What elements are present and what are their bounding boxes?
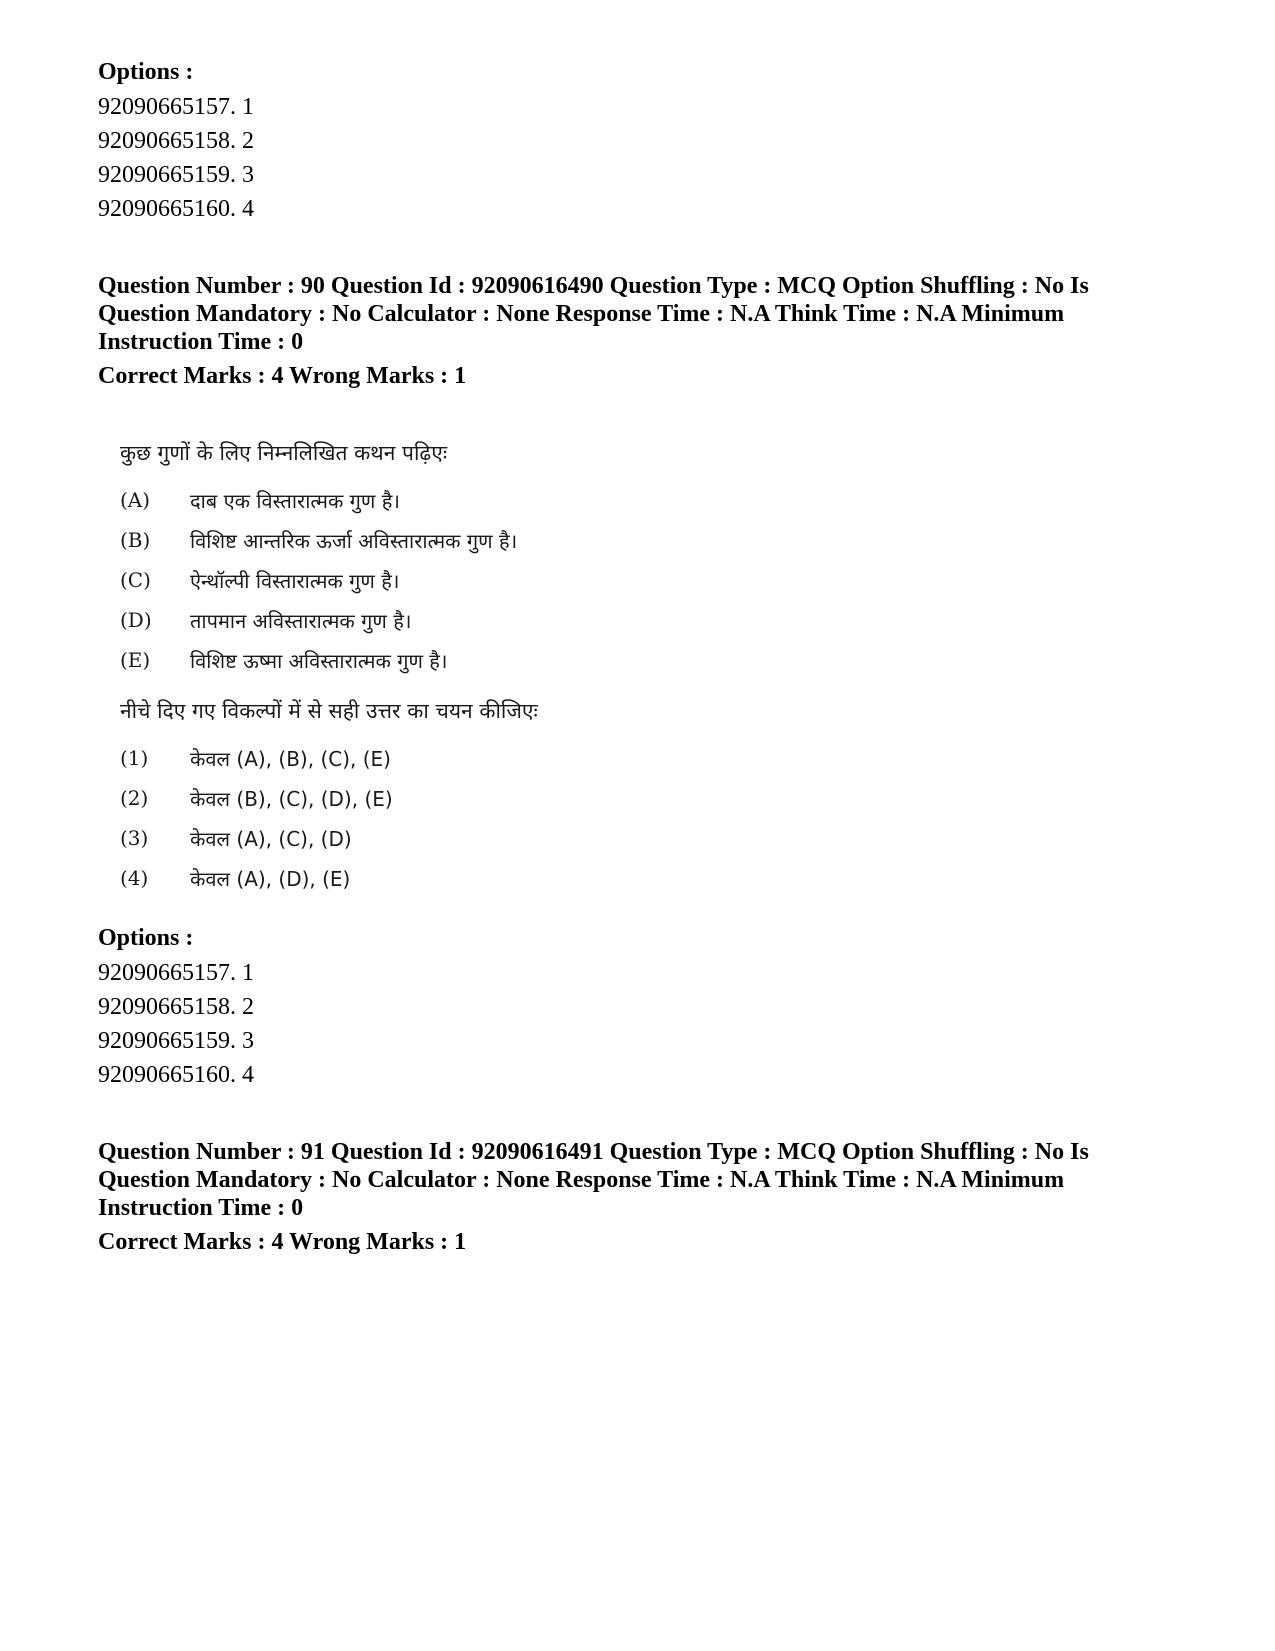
question-meta-line: Instruction Time : 0 [98, 1195, 304, 1221]
option-line: 92090665159. 3 [98, 1028, 254, 1054]
option-line: 92090665158. 2 [98, 128, 254, 154]
question-90-meta [98, 272, 1178, 390]
statement-text: दाब एक विस्तारात्मक गुण है। [190, 488, 400, 513]
statement-label: (C) [120, 568, 151, 592]
statement-row [120, 560, 680, 600]
choice-row [120, 778, 680, 818]
choice-label: (2) [120, 786, 149, 810]
question-intro: कुछ गुणों के लिए निम्नलिखित कथन पढ़िएः [120, 441, 448, 465]
option-line: 92090665159. 3 [98, 162, 254, 188]
choice-label: (1) [120, 746, 149, 770]
statement-text: ऐन्थॉल्पी विस्तारात्मक गुण है। [190, 568, 400, 593]
statement-label: (D) [120, 608, 152, 632]
question-90-options [98, 924, 254, 1092]
statement-label: (E) [120, 648, 151, 672]
choice-text: केवल (A), (C), (D) [190, 826, 352, 851]
statement-row [120, 600, 680, 640]
question-91-meta [98, 1138, 1178, 1256]
spacer [120, 680, 680, 696]
choice-text: केवल (A), (B), (C), (E) [190, 746, 391, 771]
question-90-body [120, 438, 680, 898]
question-meta-line: Question Mandatory : No Calculator : None Response Time : N.A Think Time : N.A Minimum [98, 301, 1065, 327]
choice-text: केवल (A), (D), (E) [190, 866, 351, 891]
choice-text: केवल (B), (C), (D), (E) [190, 786, 393, 811]
question-meta-line: Question Number : 90 Question Id : 92090616490 Question Type : MCQ Option Shuffling : No Is [98, 273, 1089, 299]
options-heading: Options : [98, 925, 194, 951]
choice-row [120, 858, 680, 898]
choice-row [120, 818, 680, 858]
options-heading: Options : [98, 59, 194, 85]
option-line: 92090665157. 1 [98, 94, 254, 120]
question-meta-line: Question Mandatory : No Calculator : None Response Time : N.A Think Time : N.A Minimum [98, 1167, 1065, 1193]
choice-label: (4) [120, 866, 149, 890]
top-options-block [98, 58, 254, 226]
statement-row [120, 640, 680, 680]
statement-text: विशिष्ट आन्तरिक ऊर्जा अविस्तारात्मक गुण है। [190, 528, 518, 553]
question-marks: Correct Marks : 4 Wrong Marks : 1 [98, 1229, 467, 1255]
question-meta-line: Instruction Time : 0 [98, 329, 304, 355]
question-meta-line: Question Number : 91 Question Id : 92090616491 Question Type : MCQ Option Shuffling : No Is [98, 1139, 1089, 1165]
choose-instruction: नीचे दिए गए विकल्पों में से सही उत्तर का चयन कीजिएः [120, 699, 538, 723]
statement-text: तापमान अविस्तारात्मक गुण है। [190, 608, 412, 633]
option-line: 92090665158. 2 [98, 994, 254, 1020]
choice-label: (3) [120, 826, 149, 850]
statement-label: (A) [120, 488, 151, 512]
option-line: 92090665160. 4 [98, 196, 254, 222]
question-marks: Correct Marks : 4 Wrong Marks : 1 [98, 363, 467, 389]
statement-row [120, 520, 680, 560]
option-line: 92090665157. 1 [98, 960, 254, 986]
statement-row [120, 480, 680, 520]
option-line: 92090665160. 4 [98, 1062, 254, 1088]
choice-row [120, 738, 680, 778]
statement-label: (B) [120, 528, 151, 552]
statement-text: विशिष्ट ऊष्मा अविस्तारात्मक गुण है। [190, 648, 448, 673]
